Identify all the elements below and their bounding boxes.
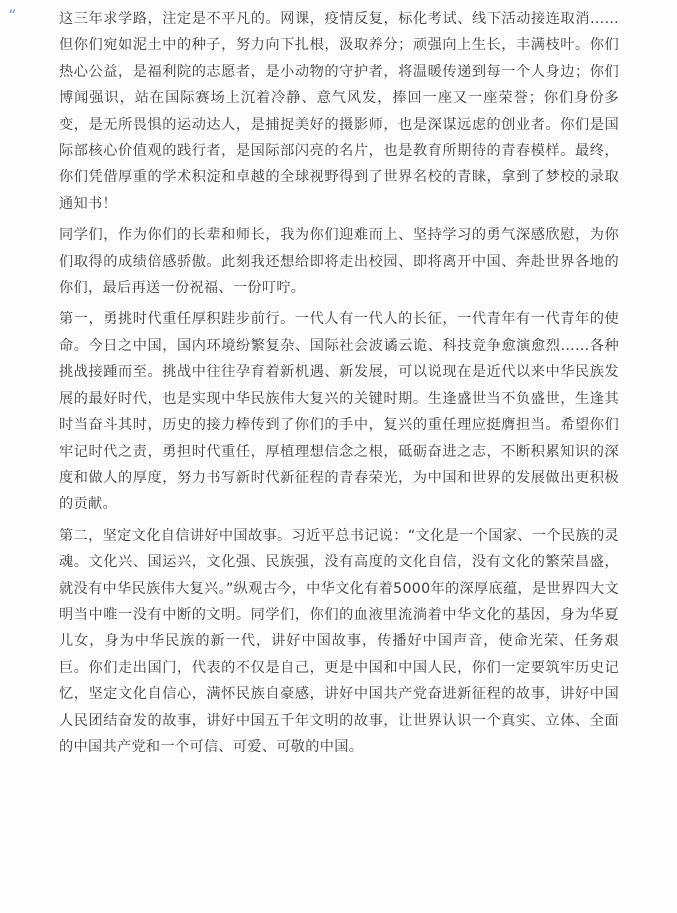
paragraph-2: 同学们，作为你们的长辈和师长，我为你们迎难而上、坚持学习的勇气深感欣慰，为你们取得的成绩倍感骄傲。此刻我还想给即将走出校园、即将离开中国、奔赴世界各地的你们，最后再送一份祝福、一份叮咛。 [59,227,619,297]
article-body [59,6,619,765]
paragraph-3: 第一，勇挑时代重任厚积跬步前行。一代人有一代人的长征，一代青年有一代青年的使命。今日之中国，国内环境纷繁复杂、国际社会波谲云诡、科技竞争愈演愈烈……各种挑战接踵而至。挑战中往往孕育着新机遇、新发展，可以说现在是近代以来中华民族发展的最好时代，也是实现中华民族伟大复兴的关键时期。生逢盛世当不负盛世，生逢其时当奋斗其时，历史的接力棒传到了你们的手中，复兴的重任理应挺膺担当。希望你们牢记时代之责，勇担时代重任，厚植理想信念之根，砥砺奋进之志，不断积累知识的深度和做人的厚度，努力书写新时代新征程的青春荣光，为中国和世界的发展做出更积极的贡献。 [59,311,619,513]
paragraph-4: 第二，坚定文化自信讲好中国故事。习近平总书记说：“文化是一个国家、一个民族的灵魂。文化兴、国运兴，文化强、民族强，没有高度的文化自信，没有文化的繁荣昌盛，就没有中华民族伟大复兴。”纵观古今，中华文化有着5000年的深厚底蕴，是世界四大文明当中唯一没有中断的文明。同学们，你们的血液里流淌着中华文化的基因，身为华夏儿女，身为中华民族的新一代，讲好中国故事，传播好中国声音，使命光荣、任务艰巨。你们走出国门，代表的不仅是自己，更是中国和中国人民，你们一定要筑牢历史记忆，坚定文化自信心，满怀民族自豪感，讲好中国共产党奋进新征程的故事，讲好中国人民团结奋发的故事，讲好中国五千年文明的故事，让世界认识一个真实、立体、全面的中国共产党和一个可信、可爱、可敬的中国。 [59,527,619,755]
paragraph-1: 这三年求学路，注定是不平凡的。网课，疫情反复，标化考试、线下活动接连取消……但你们宛如泥土中的种子，努力向下扎根，汲取养分；顽强向上生长，丰满枝叶。你们热心公益，是福利院的志愿者，是小动物的守护者，将温暖传递到每一个人身边；你们博闻强识，站在国际赛场上沉着冷静、意气风发，捧回一座又一座荣誉；你们身份多变，是无所畏惧的运动达人，是捕捉美好的摄影师，也是深谋远虑的创业者。你们是国际部核心价值观的践行者，是国际部闪亮的名片，也是教育所期待的青春模样。最终，你们凭借厚重的学术积淀和卓越的全球视野得到了世界名校的青睐，拿到了梦校的录取通知书！ [59,11,619,212]
quote-mark-icon: “ [8,6,17,25]
